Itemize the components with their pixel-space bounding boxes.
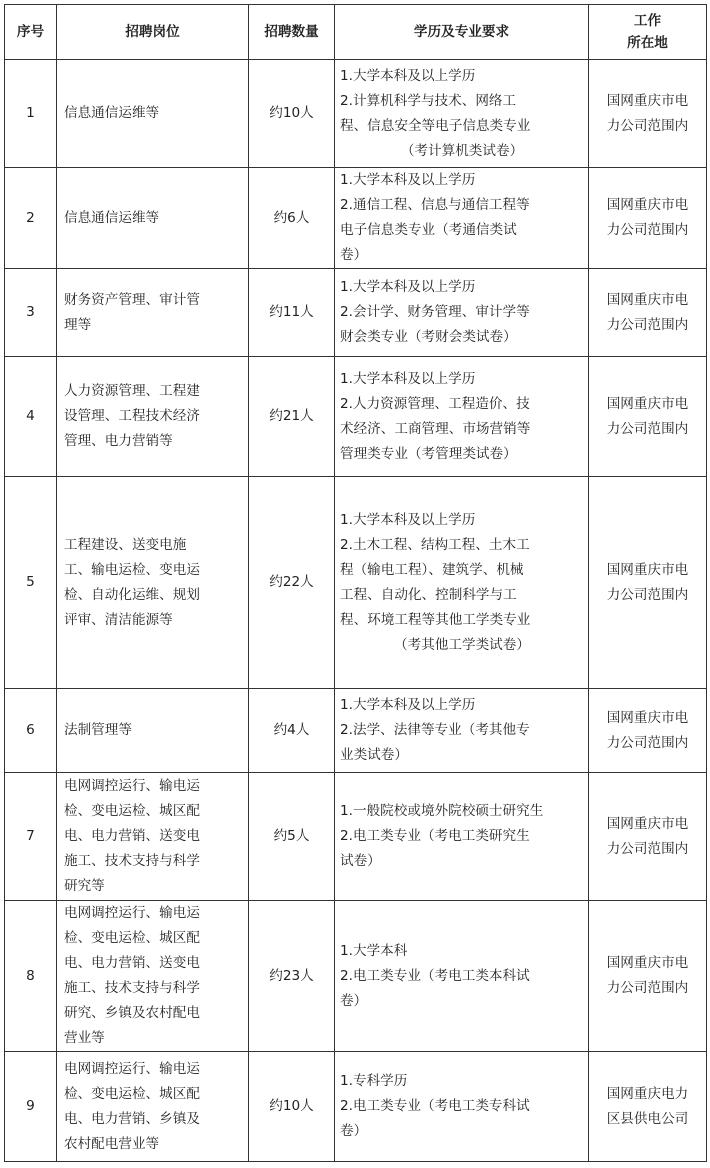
requirement-line: 工程、自动化、控制科学与工 bbox=[340, 586, 517, 603]
position-line: 农村配电营业等 bbox=[64, 1135, 160, 1152]
requirement-line: 2.计算机科学与技术、网络工 bbox=[340, 92, 517, 109]
requirement-line: （考其他工学类试卷） bbox=[394, 636, 530, 653]
header-position: 招聘岗位 bbox=[57, 5, 249, 60]
recruitment-table bbox=[4, 4, 707, 1162]
cell-position bbox=[57, 901, 249, 1052]
position-line: 电、电力营销、乡镇及 bbox=[64, 1110, 200, 1127]
header-location-line1: 工作 bbox=[633, 13, 662, 29]
requirement-line: 试卷） bbox=[340, 853, 381, 869]
requirement-line: 1.大学本科及以上学历 bbox=[340, 370, 476, 387]
requirement-line: 2.电工类专业（考电工类专科试 bbox=[340, 1098, 530, 1114]
location-line: 国网重庆市电 bbox=[606, 291, 689, 308]
cell-position bbox=[57, 773, 249, 901]
cell-position bbox=[57, 689, 249, 773]
cell-location bbox=[589, 773, 707, 901]
position-line: 电、电力营销、送变电 bbox=[64, 828, 200, 844]
position-line: 财务资产管理、审计管 bbox=[64, 291, 200, 308]
position-line: 检、变电运检、城区配 bbox=[64, 1085, 200, 1102]
requirement-line: 2.法学、法律等专业（考其他专 bbox=[340, 722, 530, 738]
cell-position bbox=[57, 1052, 249, 1162]
cell-count: 约23人 bbox=[249, 901, 335, 1052]
requirement-line: 程、信息安全等电子信息类专业 bbox=[340, 117, 531, 134]
table-row bbox=[5, 1052, 707, 1162]
requirement-line: 1.大学本科及以上学历 bbox=[340, 172, 476, 188]
cell-count: 约6人 bbox=[249, 168, 335, 269]
cell-num: 4 bbox=[5, 357, 57, 477]
table-row bbox=[5, 689, 707, 773]
requirement-line: 电子信息类专业（考通信类试 bbox=[340, 222, 517, 238]
location-line: 力公司范围内 bbox=[606, 980, 689, 996]
location-line: 力公司范围内 bbox=[606, 222, 689, 238]
location-line: 力公司范围内 bbox=[606, 840, 689, 857]
location-line: 力公司范围内 bbox=[606, 586, 689, 603]
cell-position bbox=[57, 60, 249, 168]
requirement-line: 业类试卷） bbox=[340, 747, 408, 763]
table-row bbox=[5, 901, 707, 1052]
requirement-line: （考计算机类试卷） bbox=[400, 142, 524, 159]
table-row bbox=[5, 357, 707, 477]
position-line: 信息通信运维等 bbox=[64, 105, 160, 121]
header-count: 招聘数量 bbox=[249, 5, 335, 60]
requirement-line: 1.专科学历 bbox=[340, 1073, 408, 1089]
position-line: 工程建设、送变电施 bbox=[64, 536, 187, 553]
location-line: 力公司范围内 bbox=[606, 117, 689, 134]
table-row bbox=[5, 269, 707, 357]
position-line: 管理、电力营销等 bbox=[64, 433, 173, 449]
cell-num: 9 bbox=[5, 1052, 57, 1162]
cell-count: 约21人 bbox=[249, 357, 335, 477]
cell-location bbox=[589, 689, 707, 773]
location-line: 区县供电公司 bbox=[606, 1110, 689, 1127]
requirement-line: 管理类专业（考管理类试卷） bbox=[340, 445, 517, 462]
cell-requirement bbox=[335, 269, 589, 357]
cell-num: 5 bbox=[5, 477, 57, 689]
requirement-line: 程、环境工程等其他工学类专业 bbox=[340, 611, 531, 628]
requirement-line: 1.大学本科及以上学历 bbox=[340, 67, 476, 84]
requirement-line: 1.大学本科及以上学历 bbox=[340, 279, 476, 295]
cell-requirement bbox=[335, 689, 589, 773]
position-line: 人力资源管理、工程建 bbox=[64, 383, 200, 399]
location-line: 力公司范围内 bbox=[606, 316, 689, 333]
requirement-line: 1.一般院校或境外院校硕士研究生 bbox=[340, 803, 544, 819]
position-line: 法制管理等 bbox=[64, 722, 132, 738]
location-line: 国网重庆电力 bbox=[606, 1085, 689, 1102]
cell-location bbox=[589, 901, 707, 1052]
position-line: 电网调控运行、输电运 bbox=[64, 778, 200, 794]
cell-requirement bbox=[335, 168, 589, 269]
location-line: 国网重庆市电 bbox=[606, 92, 689, 109]
cell-count: 约5人 bbox=[249, 773, 335, 901]
cell-requirement bbox=[335, 901, 589, 1052]
position-line: 研究、乡镇及农村配电 bbox=[64, 1005, 200, 1021]
location-line: 国网重庆市电 bbox=[606, 561, 689, 578]
cell-position bbox=[57, 357, 249, 477]
cell-requirement bbox=[335, 773, 589, 901]
position-line: 理等 bbox=[64, 316, 92, 333]
cell-count: 约10人 bbox=[249, 1052, 335, 1162]
table-row bbox=[5, 168, 707, 269]
location-line: 国网重庆市电 bbox=[606, 709, 689, 726]
requirement-line: 2.会计学、财务管理、审计学等 bbox=[340, 304, 530, 320]
cell-count: 约10人 bbox=[249, 60, 335, 168]
requirement-line: 2.电工类专业（考电工类研究生 bbox=[340, 828, 530, 844]
position-line: 电网调控运行、输电运 bbox=[64, 905, 200, 921]
location-line: 力公司范围内 bbox=[606, 734, 689, 751]
cell-location bbox=[589, 477, 707, 689]
cell-num: 8 bbox=[5, 901, 57, 1052]
requirement-line: 2.人力资源管理、工程造价、技 bbox=[340, 395, 530, 412]
header-requirement: 学历及专业要求 bbox=[335, 5, 589, 60]
table-header-row bbox=[5, 5, 707, 60]
table-row bbox=[5, 60, 707, 168]
requirement-line: 1.大学本科及以上学历 bbox=[340, 697, 476, 713]
position-line: 施工、技术支持与科学 bbox=[64, 853, 200, 869]
requirement-line: 财会类专业（考财会类试卷） bbox=[340, 329, 517, 345]
requirement-line: 1.大学本科及以上学历 bbox=[340, 511, 476, 528]
location-line: 力公司范围内 bbox=[606, 420, 689, 437]
header-location bbox=[589, 5, 707, 60]
requirement-line: 术经济、工商管理、市场营销等 bbox=[340, 420, 531, 437]
position-line: 设管理、工程技术经济 bbox=[64, 408, 200, 424]
requirement-line: 2.电工类专业（考电工类本科试 bbox=[340, 967, 530, 984]
cell-requirement bbox=[335, 60, 589, 168]
requirement-line: 程（输电工程）、建筑学、机械 bbox=[340, 561, 524, 578]
location-line: 国网重庆市电 bbox=[606, 955, 689, 971]
table-row bbox=[5, 477, 707, 689]
cell-requirement bbox=[335, 357, 589, 477]
cell-requirement bbox=[335, 477, 589, 689]
cell-location bbox=[589, 60, 707, 168]
position-line: 营业等 bbox=[64, 1030, 105, 1046]
cell-position bbox=[57, 477, 249, 689]
cell-num: 1 bbox=[5, 60, 57, 168]
cell-position bbox=[57, 269, 249, 357]
requirement-line: 卷） bbox=[340, 1123, 368, 1139]
position-line: 电、电力营销、送变电 bbox=[64, 955, 200, 971]
requirement-line: 2.土木工程、结构工程、土木工 bbox=[340, 536, 530, 553]
cell-num: 7 bbox=[5, 773, 57, 901]
position-line: 工、输电运检、变电运 bbox=[64, 561, 200, 578]
cell-location bbox=[589, 357, 707, 477]
location-line: 国网重庆市电 bbox=[606, 197, 689, 213]
cell-count: 约22人 bbox=[249, 477, 335, 689]
header-location-line2: 所在地 bbox=[627, 35, 668, 51]
requirement-line: 卷） bbox=[340, 992, 368, 1009]
cell-num: 2 bbox=[5, 168, 57, 269]
cell-count: 约4人 bbox=[249, 689, 335, 773]
position-line: 施工、技术支持与科学 bbox=[64, 980, 200, 996]
cell-num: 6 bbox=[5, 689, 57, 773]
location-line: 国网重庆市电 bbox=[606, 815, 689, 832]
location-line: 国网重庆市电 bbox=[606, 395, 689, 412]
requirement-line: 1.大学本科 bbox=[340, 942, 408, 959]
cell-position bbox=[57, 168, 249, 269]
position-line: 检、变电运检、城区配 bbox=[64, 803, 200, 819]
position-line: 信息通信运维等 bbox=[64, 209, 160, 226]
header-num: 序号 bbox=[5, 5, 57, 60]
position-line: 评审、清洁能源等 bbox=[64, 611, 173, 628]
table-body bbox=[5, 60, 707, 1162]
cell-num: 3 bbox=[5, 269, 57, 357]
position-line: 检、变电运检、城区配 bbox=[64, 930, 200, 946]
position-line: 检、自动化运维、规划 bbox=[64, 586, 200, 603]
table-row bbox=[5, 773, 707, 901]
cell-count: 约11人 bbox=[249, 269, 335, 357]
cell-location bbox=[589, 1052, 707, 1162]
cell-requirement bbox=[335, 1052, 589, 1162]
position-line: 研究等 bbox=[64, 878, 105, 894]
cell-location bbox=[589, 168, 707, 269]
requirement-line: 卷） bbox=[340, 247, 368, 263]
position-line: 电网调控运行、输电运 bbox=[64, 1060, 200, 1077]
cell-location bbox=[589, 269, 707, 357]
requirement-line: 2.通信工程、信息与通信工程等 bbox=[340, 197, 530, 213]
